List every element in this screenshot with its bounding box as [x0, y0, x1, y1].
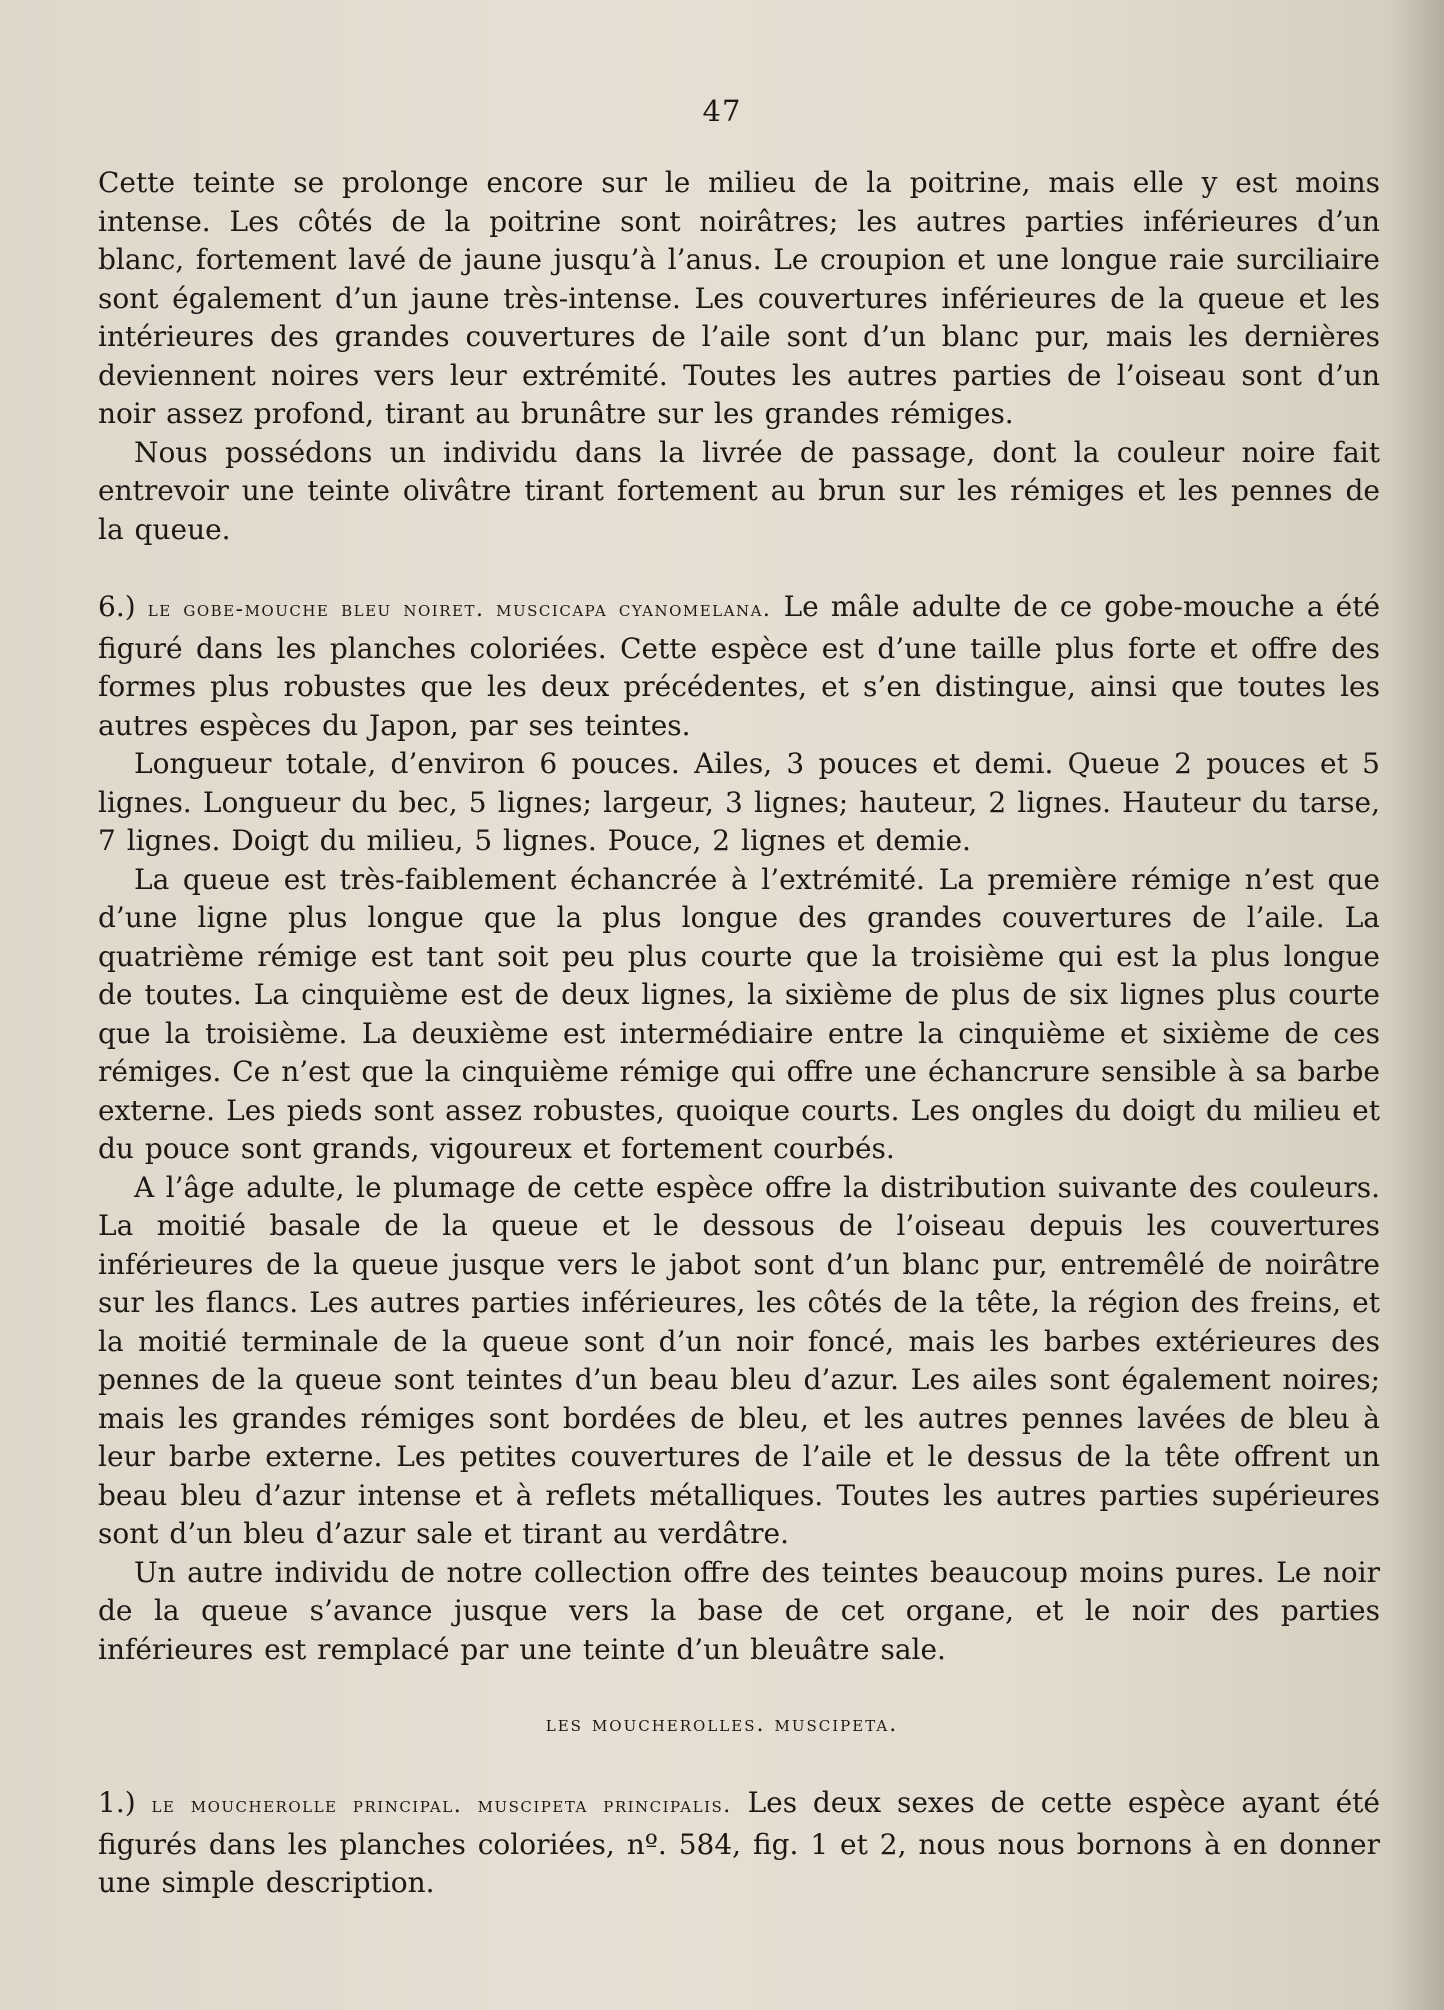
text-block-bottom	[98, 1784, 1380, 1903]
text-block-species-6	[98, 588, 1380, 1669]
paragraph-plumage-description: A l’âge adulte, le plumage de cette espèce offre la distribution suivante des couleurs. La moitié basale de la queue et le dessous de l’oiseau depuis les couvertures inférieures de la queue jusque vers le jabot sont d’un blanc pur, entremêlé de noirâtre sur les flancs. Les autres parties inférieures, les côtés de la tête, la région des freins, et la moitié terminale de la queue sont d’un noir foncé, mais les barbes extérieures des pennes de la queue sont teintes d’un beau bleu d’azur. Les ailes sont également noires; mais les grandes rémiges sont bordées de bleu, et les autres pennes lavées de bleu à leur barbe externe. Les petites couvertures de l’aile et le dessus de la tête offrent un beau bleu d’azur intense et à reflets métalliques. Toutes les autres parties supérieures sont d’un bleu d’azur sale et tirant au verdâtre.	[98, 1170, 1380, 1550]
species-heading: le gobe-mouche bleu noiret. muscicapa cyanomelana.	[147, 597, 772, 622]
paragraph-1: Cette teinte se prolonge encore sur le milieu de la poitrine, mais elle y est moins intense. Les côtés de la poitrine sont noirâtres; les autres parties inférieures d’un blanc, fortement lavé de jaune jusqu’à l’anus. Le croupion et une longue raie surciliaire sont également d’un jaune très-intense. Les couvertures inférieures de la queue et les intérieures des grandes couvertures de l’aile sont d’un blanc pur, mais les dernières deviennent noires vers leur extrémité. Toutes les autres parties de l’oiseau sont d’un noir assez profond, tirant au brunâtre sur les grandes rémiges.	[98, 166, 1380, 430]
page-number: 47	[702, 94, 742, 128]
paragraph-measurements: Longueur totale, d’environ 6 pouces. Ailes, 3 pouces et demi. Queue 2 pouces et 5 lignes. Longueur du bec, 5 lignes; largeur, 3 lignes; hauteur, 2 lignes. Hauteur du tarse, 7 lignes. Doigt du milieu, 5 lignes. Pouce, 2 lignes et demie.	[98, 747, 1380, 857]
paragraph-species-6	[98, 588, 1380, 745]
final-text: Les deux sexes de cette espèce ayant été figurés dans les planches coloriées, nº. 584, fig. 1 et 2, nous nous bornons à en donner une simple description.	[98, 1786, 1380, 1899]
paragraph-final	[98, 1784, 1380, 1903]
text-block-top	[98, 164, 1380, 549]
final-number: 1.)	[98, 1786, 136, 1819]
paragraph-2: Nous possédons un individu dans la livrée de passage, dont la couleur noire fait entrevoir une teinte olivâtre tirant fortement au brun sur les rémiges et les pennes de la queue.	[98, 435, 1380, 546]
section-heading: les moucherolles. muscipeta.	[545, 1712, 899, 1737]
paragraph-wing-description: La queue est très-faiblement échancrée à l’extrémité. La première rémige n’est que d’une ligne plus longue que la plus longue des grandes couvertures de l’aile. La quatrième rémige est tant soit peu plus courte que la troisième qui est la plus longue de toutes. La cinquième est de deux lignes, la sixième de plus de six lignes plus courte que la troisième. La deuxième est intermédiaire entre la cinquième et sixième de ces rémiges. Ce n’est que la cinquième rémige qui offre une échancrure sensible à sa barbe externe. Les pieds sont assez robustes, quoique courts. Les ongles du doigt du milieu et du pouce sont grands, vigoureux et fortement courbés.	[98, 862, 1380, 1165]
paragraph-other-individual: Un autre individu de notre collection offre des teintes beaucoup moins pures. Le noir de la queue s’avance jusque vers la base de cet organe, et le noir des parties inférieures est remplacé par une teinte d’un bleuâtre sale.	[98, 1555, 1380, 1666]
final-heading: le moucherolle principal. muscipeta principalis.	[151, 1793, 732, 1818]
species-number: 6.)	[98, 590, 136, 623]
species-intro-text: Le mâle adulte de ce gobe-mouche a été figuré dans les planches coloriées. Cette espèce est d’une taille plus forte et offre des formes plus robustes que les deux précédentes, et s’en distingue, ainsi que toutes les autres espèces du Japon, par ses teintes.	[98, 590, 1381, 742]
